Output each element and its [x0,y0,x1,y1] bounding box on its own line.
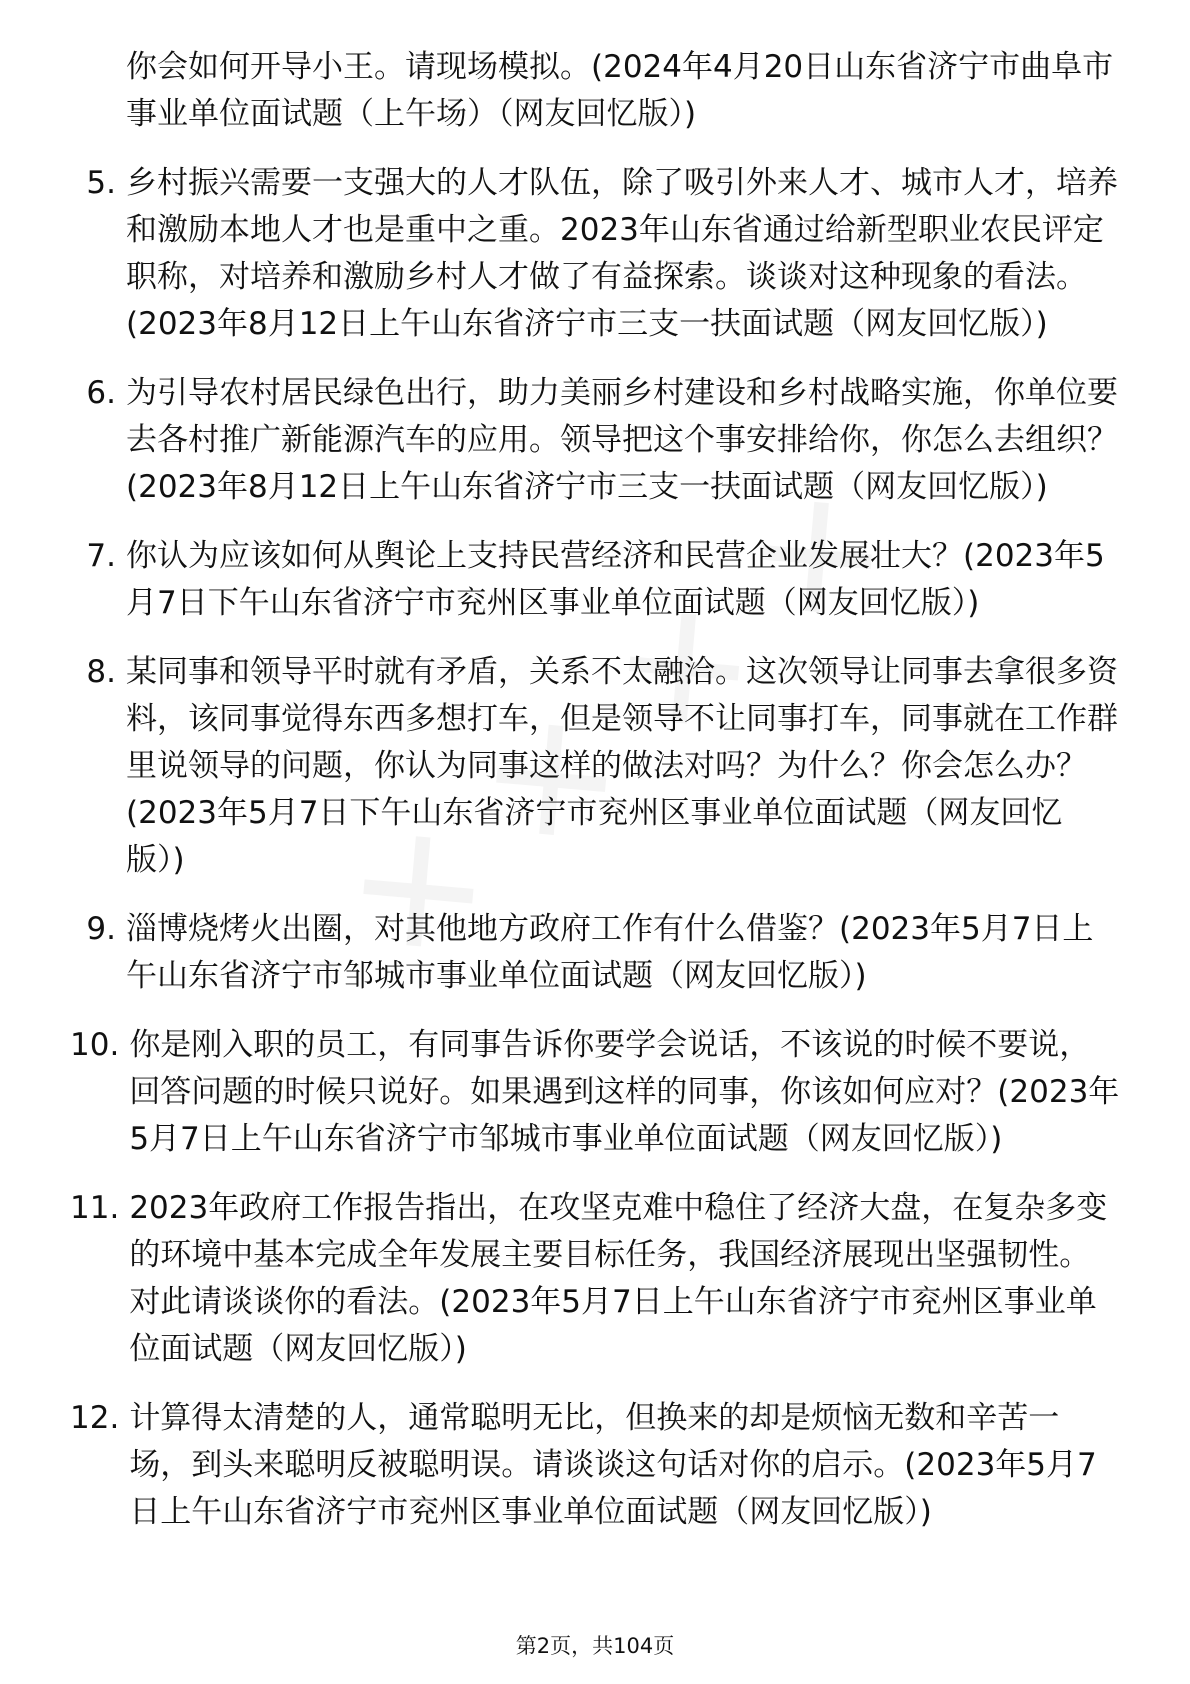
page-footer: 第2页，共104页 [515,1634,675,1658]
question-number: 10. [70,1027,120,1063]
question-text: 你是刚入职的员工，有同事告诉你要学会说话，不该说的时候不要说，回答问题的时候只说好。如果遇到这样的同事，你该如何应对？(2023年5月7日上午山东省济宁市邹城市事业单位面试题（网友回忆版）) [129,1027,1120,1157]
question-text: 你认为应该如何从舆论上支持民营经济和民营企业发展壮大？(2023年5月7日下午山东省济宁市兖州区事业单位面试题（网友回忆版）) [126,538,1105,621]
question-item [70,1185,1120,1373]
question-number: 12. [70,1400,120,1436]
question-text: 某同事和领导平时就有矛盾，关系不太融洽。这次领导让同事去拿很多资料，该同事觉得东西多想打车，但是领导不让同事打车，同事就在工作群里说领导的问题，你认为同事这样的做法对吗？为什么？你会怎么办？(2023年5月7日下午山东省济宁市兖州区事业单位面试题（网友回忆版）) [126,654,1118,878]
question-text: 为引导农村居民绿色出行，助力美丽乡村建设和乡村战略实施，你单位要去各村推广新能源汽车的应用。领导把这个事安排给你，你怎么去组织？(2023年8月12日上午山东省济宁市三支一扶面试题（网友回忆版）) [126,375,1118,505]
question-item [70,906,1120,1000]
question-text: 乡村振兴需要一支强大的人才队伍，除了吸引外来人才、城市人才，培养和激励本地人才也是重中之重。2023年山东省通过给新型职业农民评定职称，对培养和激励乡村人才做了有益探索。谈谈对这种现象的看法。(2023年8月12日上午山东省济宁市三支一扶面试题（网友回忆版）) [126,165,1118,342]
question-text: 2023年政府工作报告指出，在攻坚克难中稳住了经济大盘，在复杂多变的环境中基本完成全年发展主要目标任务，我国经济展现出坚强韧性。对此请谈谈你的看法。(2023年5月7日上午山东省济宁市兖州区事业单位面试题（网友回忆版）) [129,1190,1108,1367]
question-list [70,160,1120,1536]
question-number: 6. [86,375,116,411]
question-text: 淄博烧烤火出圈，对其他地方政府工作有什么借鉴？(2023年5月7日上午山东省济宁市邹城市事业单位面试题（网友回忆版）) [126,911,1094,994]
question-content [70,44,1120,1558]
question-number: 9. [86,911,116,947]
question-item [70,649,1120,884]
question-text: 计算得太清楚的人，通常聪明无比，但换来的却是烦恼无数和辛苦一场，到头来聪明反被聪明误。请谈谈这句话对你的启示。(2023年5月7日上午山东省济宁市兖州区事业单位面试题（网友回忆版）) [129,1400,1097,1530]
question-item [70,533,1120,627]
question-number: 8. [86,654,116,690]
question-item [70,1022,1120,1163]
question-item [70,160,1120,348]
question-item [70,1395,1120,1536]
question-number: 7. [86,538,116,574]
question-number: 11. [70,1190,120,1226]
question-number: 5. [86,165,116,201]
question-item [70,370,1120,511]
continuation-text: 你会如何开导小王。请现场模拟。(2024年4月20日山东省济宁市曲阜市事业单位面试题（上午场）（网友回忆版）) [126,49,1114,132]
